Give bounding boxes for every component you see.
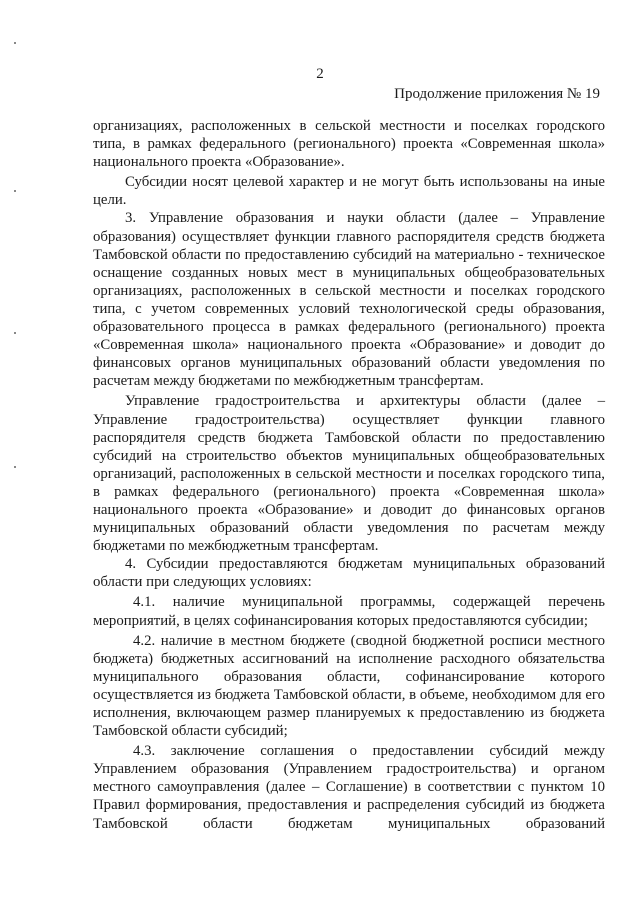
paragraph-clause-3: 3. Управление образования и науки области (далее – Управление образования) осуществляет функции главного распорядителя средств бюджета Тамбовской области по предоставлению субсидий на материально - техническое оснащение созданных новых мест в муниципальных общеобразовательных организациях, расположенных в сельской местности и поселках городского типа, с учетом современных условий технологической среды образования, образовательного процесса в рамках федерального (регионального) проекта «Современная школа» национального проекта «Образование» и доводит до финансовых органов муниципальных образований области уведомления по расчетам между бюджетами по межбюджетным трансфертам. (93, 210, 605, 390)
scan-mark (14, 190, 16, 192)
document-body (93, 117, 605, 833)
page-number: 2 (316, 66, 324, 82)
paragraph-urban-planning: Управление градостроительства и архитектуры области (далее – Управление градостроительства) осуществляет функции главного распорядителя средств бюджета Тамбовской области по предоставлению субсидий на строительство объектов муниципальных общеобразовательных организаций, расположенных в сельской местности и поселках городского типа, в рамках федерального (регионального) проекта «Современная школа» национального проекта «Образование» и доводит до финансовых органов муниципальных образований области уведомления по расчетам между бюджетами по межбюджетным трансфертам. (93, 393, 605, 555)
paragraph-subsidy-purpose: Субсидии носят целевой характер и не могут быть использованы на иные цели. (93, 174, 605, 209)
paragraph-continuation: организациях, расположенных в сельской местности и поселках городского типа, в рамках федерального (регионального) проекта «Современная школа» национального проекта «Образование». (93, 118, 605, 171)
paragraph-clause-4: 4. Субсидии предоставляются бюджетам муниципальных образований области при следующих условиях: (93, 556, 605, 591)
paragraph-clause-4-1: 4.1. наличие муниципальной программы, содержащей перечень мероприятий, в целях софинансирования которых предоставляются субсидии; (93, 594, 605, 629)
appendix-continuation-note: Продолжение приложения № 19 (394, 86, 600, 102)
scan-mark (14, 466, 16, 468)
paragraph-clause-4-3: 4.3. заключение соглашения о предоставлении субсидий между Управлением образования (Управлением градостроительства) и органом местного самоуправления (далее – Соглашение) в соответствии с пунктом 10 Правил формирования, предоставления и распределения субсидий из бюджета Тамбовской области бюджетам муниципальных образований (93, 743, 605, 832)
scan-mark (14, 42, 16, 44)
paragraph-clause-4-2: 4.2. наличие в местном бюджете (сводной бюджетной росписи местного бюджета) бюджетных ассигнований на исполнение расходного обязательства муниципального образования области, софинансирование которого осуществляется из бюджета Тамбовской области, в объеме, необходимом для его исполнения, включающем размер планируемых к предоставлению из бюджета Тамбовской области субсидий; (93, 632, 605, 740)
scan-mark (14, 332, 16, 334)
